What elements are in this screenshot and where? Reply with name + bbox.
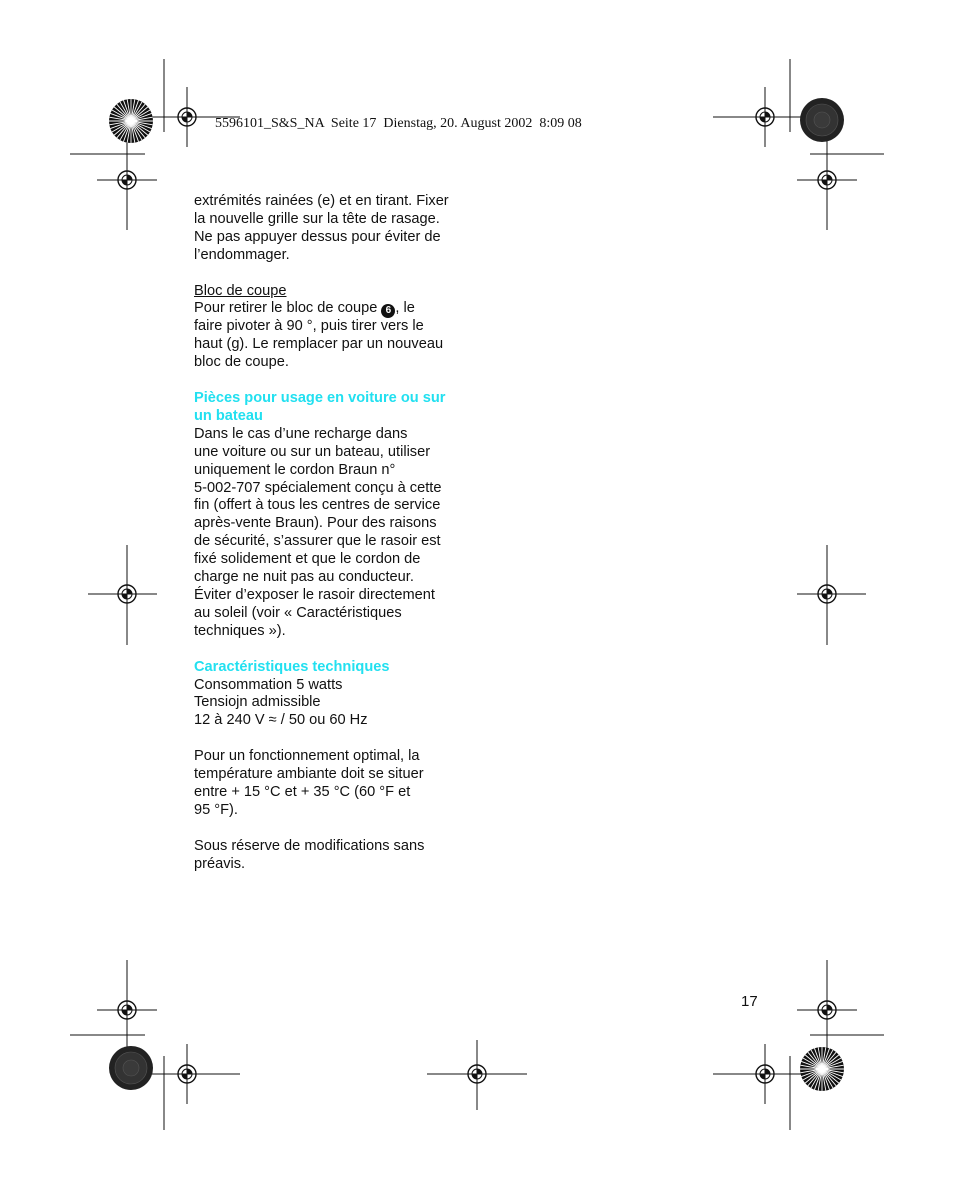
temperature-line: entre + 15 °C et + 35 °C (60 °F et	[194, 783, 411, 800]
spec-line: 12 à 240 V ≈ / 50 ou 60 Hz	[194, 712, 368, 729]
temperature-line: température ambiante doit se situer	[194, 766, 424, 783]
part-number-badge: 6	[381, 304, 395, 318]
intro-line: extrémités rainées (e) et en tirant. Fixer	[194, 193, 449, 209]
voiture-line: techniques »).	[194, 622, 286, 639]
page-number: 17	[741, 993, 758, 1010]
voiture-line: Éviter d’exposer le rasoir directement	[194, 587, 435, 603]
section-title-bloc: Bloc de coupe	[194, 282, 287, 299]
temperature-line: Pour un fonctionnement optimal, la	[194, 748, 420, 765]
voiture-line: charge ne nuit pas au conducteur.	[194, 569, 414, 586]
voiture-line: au soleil (voir « Caractéristiques	[194, 604, 402, 621]
voiture-line: fixé solidement et que le cordon de	[194, 551, 421, 568]
spec-line: Consommation 5 watts	[194, 676, 343, 693]
reserve-line: préavis.	[194, 855, 246, 872]
section-heading-caracteristiques: Caractéristiques techniques	[194, 658, 390, 675]
intro-line: Ne pas appuyer dessus pour éviter de	[194, 228, 441, 245]
voiture-line: de sécurité, s’assurer que le rasoir est	[194, 533, 441, 550]
bloc-line: bloc de coupe.	[194, 354, 289, 371]
print-imprint: 5596101_S&S_NA Seite 17 Dienstag, 20. August 2002 8:09 08	[215, 116, 582, 131]
intro-line: la nouvelle grille sur la tête de rasage.	[194, 210, 440, 227]
voiture-line: 5-002-707 spécialement conçu à cette	[194, 479, 442, 496]
reserve-line: Sous réserve de modifications sans	[194, 837, 425, 854]
voiture-line: une voiture ou sur un bateau, utiliser	[194, 443, 431, 460]
section-heading-voiture: Pièces pour usage en voiture ou sur	[194, 390, 446, 407]
intro-line: l’endommager.	[194, 246, 290, 263]
temperature-line: 95 °F).	[194, 801, 238, 818]
bloc-line: faire pivoter à 90 °, puis tirer vers le	[194, 318, 424, 335]
voiture-line: fin (offert à tous les centres de service	[194, 497, 441, 514]
bloc-line: Pour retirer le bloc de coupe 6 , le	[194, 300, 415, 317]
main-column	[194, 193, 464, 873]
section-heading-voiture: un bateau	[194, 407, 263, 424]
crop-marks	[70, 59, 884, 1130]
spec-line: Tensiojn admissible	[194, 694, 321, 711]
voiture-line: après-vente Braun). Pour des raisons	[194, 515, 437, 532]
voiture-line: Dans le cas d’une recharge dans	[194, 425, 408, 442]
voiture-line: uniquement le cordon Braun n°	[194, 461, 396, 478]
bloc-line: haut (g). Le remplacer par un nouveau	[194, 336, 444, 353]
